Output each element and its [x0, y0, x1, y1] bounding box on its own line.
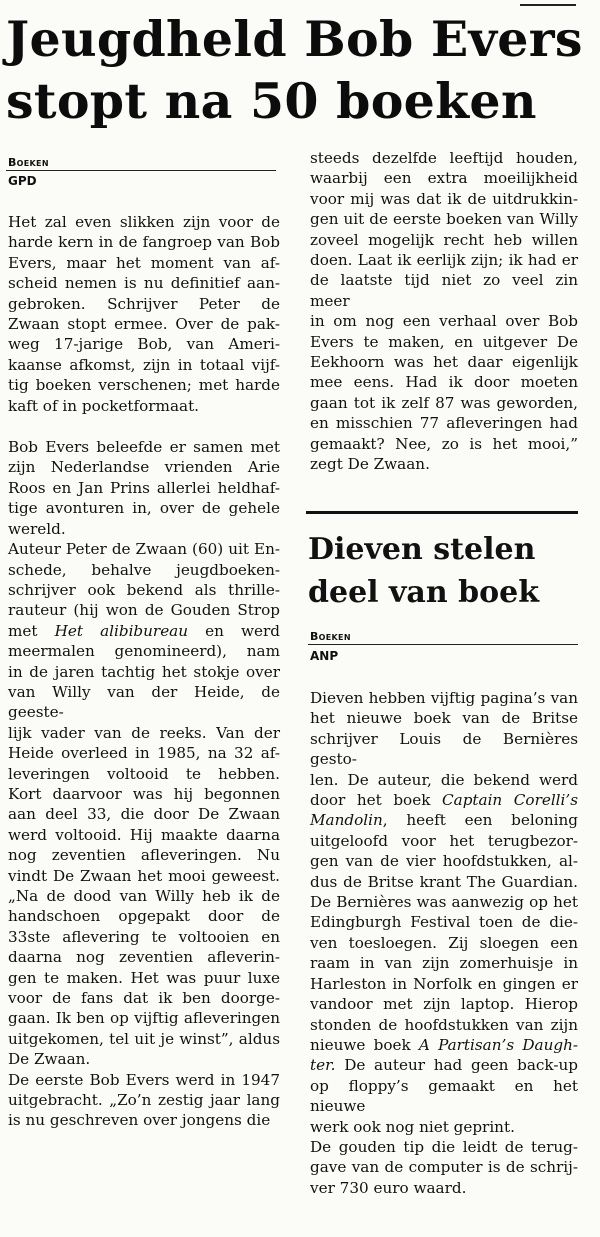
text-line: voor de fans dat ik ben doorge-: [8, 989, 280, 1008]
article2-top-rule: [306, 511, 578, 514]
text-line: De gouden tip die leidt de terug-: [310, 1137, 578, 1156]
text-line: daarna nog zeventien afleverin-: [8, 948, 280, 967]
article1-column1: [8, 212, 280, 1131]
text-line: wereld.: [8, 519, 66, 538]
text-line: mee eens. Had ik door moeten: [310, 373, 578, 392]
article1-column2: [310, 148, 578, 475]
text-line: schrijver ook bekend als thrille-: [8, 580, 280, 599]
article2-agency: ANP: [310, 649, 339, 663]
text-line: ver 730 euro waard.: [310, 1178, 467, 1197]
article2-after-book-text: De auteur had geen back-up: [335, 1056, 578, 1075]
text-line: op floppy’s gemaakt en het nieuwe: [310, 1076, 578, 1116]
article2-headline-line1: Dieven stelen: [308, 532, 536, 567]
text-line: dus de Britse krant The Guardian.: [310, 872, 578, 891]
text-line: van Willy van der Heide, de geeste-: [8, 682, 280, 722]
text-line: rauteur (hij won de Gouden Strop: [8, 601, 280, 620]
text-line: gaan. Ik ben op vijftig afleveringen: [8, 1009, 280, 1028]
text-line: Auteur Peter de Zwaan (60) uit En-: [8, 540, 280, 559]
text-line: Dieven hebben vijftig pagina’s van: [310, 689, 578, 707]
text-line: werk ook nog niet geprint.: [310, 1117, 515, 1136]
text-line: Zwaan stopt ermee. Over de pak-: [8, 315, 280, 334]
article1-rule: [6, 170, 276, 171]
text-line: Evers te maken, en uitgever De: [310, 332, 578, 351]
text-line: en misschien 77 afleveringen had: [310, 414, 578, 433]
text-line: is nu geschreven over jongens die: [8, 1111, 271, 1130]
text-line: gebroken. Schrijver Peter de: [8, 294, 280, 313]
text-line: Het zal even slikken zijn voor de: [8, 213, 280, 231]
text-line: Harleston in Norfolk en gingen er: [310, 974, 578, 993]
text-line: Kort daarvoor was hij begonnen: [8, 784, 280, 803]
text-line: werd voltooid. Hij maakte daarna: [8, 825, 280, 844]
text-line: leveringen voltooid te hebben.: [8, 764, 280, 783]
article2-headline: [308, 528, 539, 614]
text-line: in de jaren tachtig het stokje over: [8, 662, 280, 681]
text-line: waarbij een extra moeilijkheid: [310, 169, 578, 188]
article2-book-title-italic-1: Captain Corelli’s: [442, 791, 579, 810]
text-line: steeds dezelfde leeftijd houden,: [310, 149, 578, 167]
text-line: voor mij was dat ik de uitdrukkin-: [310, 189, 578, 208]
text-line: handschoen opgepakt door de: [8, 907, 280, 926]
text-line: lijk vader van de reeks. Van der: [8, 723, 280, 742]
text-line: zijn Nederlandse vrienden Arie: [8, 458, 280, 477]
text-line: gen te maken. Het was puur luxe: [8, 968, 280, 987]
article2-new-book-italic-1: A Partisan’s Daugh-: [418, 1035, 578, 1054]
text-line: „Na de dood van Willy heb ik de: [8, 887, 280, 905]
text-line: uitgebracht. „Zo’n zestig jaar lang: [8, 1091, 280, 1110]
article1-agency: GPD: [8, 174, 37, 188]
text-line: Evers, maar het moment van af-: [8, 253, 280, 272]
text-line: gen van de vier hoofdstukken, al-: [310, 852, 578, 871]
text-line: kaft of in pocketformaat.: [8, 396, 200, 415]
article2-book-title-italic-2: Mandolin: [310, 811, 383, 830]
article1-rubric: Boeken: [8, 156, 49, 169]
text-line: zegt De Zwaan.: [310, 455, 430, 474]
text-line: nog zeventien afleveringen. Nu: [8, 846, 280, 865]
article2-rule: [308, 644, 578, 645]
text-line: Edingburgh Festival toen de die-: [310, 913, 578, 932]
article2-column: [310, 688, 578, 1198]
text-line: gen uit de eerste boeken van Willy: [310, 210, 578, 229]
text-line: aan deel 33, die door De Zwaan: [8, 805, 280, 824]
text-line: Eekhoorn was het daar eigenlijk: [310, 353, 578, 372]
article1-headline-line2: stopt na 50 boeken: [6, 72, 537, 130]
text-line: het nieuwe boek van de Britse: [310, 709, 578, 728]
article1-headline: [6, 8, 583, 132]
text-line: uitgekomen, tel uit je winst”, aldus: [8, 1029, 280, 1048]
text-line: tige avonturen in, over de gehele: [8, 499, 280, 518]
article2-text-line: [310, 1035, 578, 1055]
text-line: raam in van zijn zomerhuisje in: [310, 954, 578, 973]
article1-paragraph4: [8, 1070, 280, 1131]
text-line: gave van de computer is de schrij-: [310, 1158, 578, 1177]
text-line: Bob Evers beleefde er samen met: [8, 438, 280, 457]
text-line: Roos en Jan Prins allerlei heldhaf-: [8, 478, 280, 497]
text-line: in om nog een verhaal over Bob: [310, 312, 578, 331]
text-line: len. De auteur, die bekend werd: [310, 770, 578, 789]
article1-paragraph2: [8, 437, 280, 539]
text-line: gaan tot ik zelf 87 was geworden,: [310, 393, 578, 412]
article2-door-het-boek: door het boek: [310, 791, 431, 810]
text-line: De eerste Bob Evers werd in 1947: [8, 1070, 280, 1089]
article1-after-title-text: en werd: [205, 621, 280, 640]
text-line: ven toesloegen. Zij sloegen een: [310, 933, 578, 952]
article1-met-text: met: [8, 621, 38, 640]
text-line: gemaakt? Nee, zo is het mooi,”: [310, 434, 578, 453]
text-line: uitgeloofd voor het terugbezor-: [310, 831, 578, 850]
text-line: weg 17-jarige Bob, van Ameri-: [8, 335, 280, 354]
article2-text-line: [310, 810, 578, 830]
article2-text-line: [310, 1055, 578, 1075]
top-edge-rule: [520, 0, 576, 6]
article1-paragraph3: [8, 539, 280, 1070]
article2-text-line: [310, 790, 578, 810]
text-line: vindt De Zwaan het mooi geweest.: [8, 866, 280, 885]
text-line: kaanse afkomst, zijn in totaal vijf-: [8, 355, 280, 374]
article2-after-title-text: , heeft een beloning: [382, 811, 578, 830]
article2-nieuwe-boek: nieuwe boek: [310, 1035, 411, 1054]
text-line: schrijver Louis de Bernières gesto-: [310, 729, 578, 769]
article1-text-line: [8, 621, 280, 641]
article2-rubric: Boeken: [310, 630, 351, 643]
text-line: tig boeken verschenen; met harde: [8, 376, 280, 395]
text-line: harde kern in de fangroep van Bob: [8, 233, 280, 252]
text-line: Heide overleed in 1985, na 32 af-: [8, 744, 280, 763]
text-line: De Zwaan.: [8, 1050, 91, 1069]
text-line: 33ste aflevering te voltooien en: [8, 927, 280, 946]
text-line: schede, behalve jeugdboeken-: [8, 560, 280, 579]
text-line: De Bernières was aanwezig op het: [310, 893, 578, 912]
article1-book-title-italic: Het alibibureau: [54, 621, 189, 640]
text-line: doen. Laat ik eerlijk zijn; ik had er: [310, 251, 578, 270]
text-line: stonden de hoofdstukken van zijn: [310, 1015, 578, 1034]
text-line: vandoor met zijn laptop. Hierop: [310, 995, 578, 1014]
article1-paragraph1: [8, 212, 280, 416]
text-line: meermalen genomineerd), nam: [8, 642, 280, 661]
article2-headline-line2: deel van boek: [308, 575, 539, 610]
article2-new-book-italic-2: ter.: [310, 1056, 336, 1075]
article1-headline-line1: Jeugdheld Bob Evers: [6, 10, 583, 68]
text-line: scheid nemen is nu definitief aan-: [8, 274, 280, 293]
text-line: zoveel mogelijk recht heb willen: [310, 230, 578, 249]
text-line: de laatste tijd niet zo veel zin meer: [310, 271, 578, 310]
